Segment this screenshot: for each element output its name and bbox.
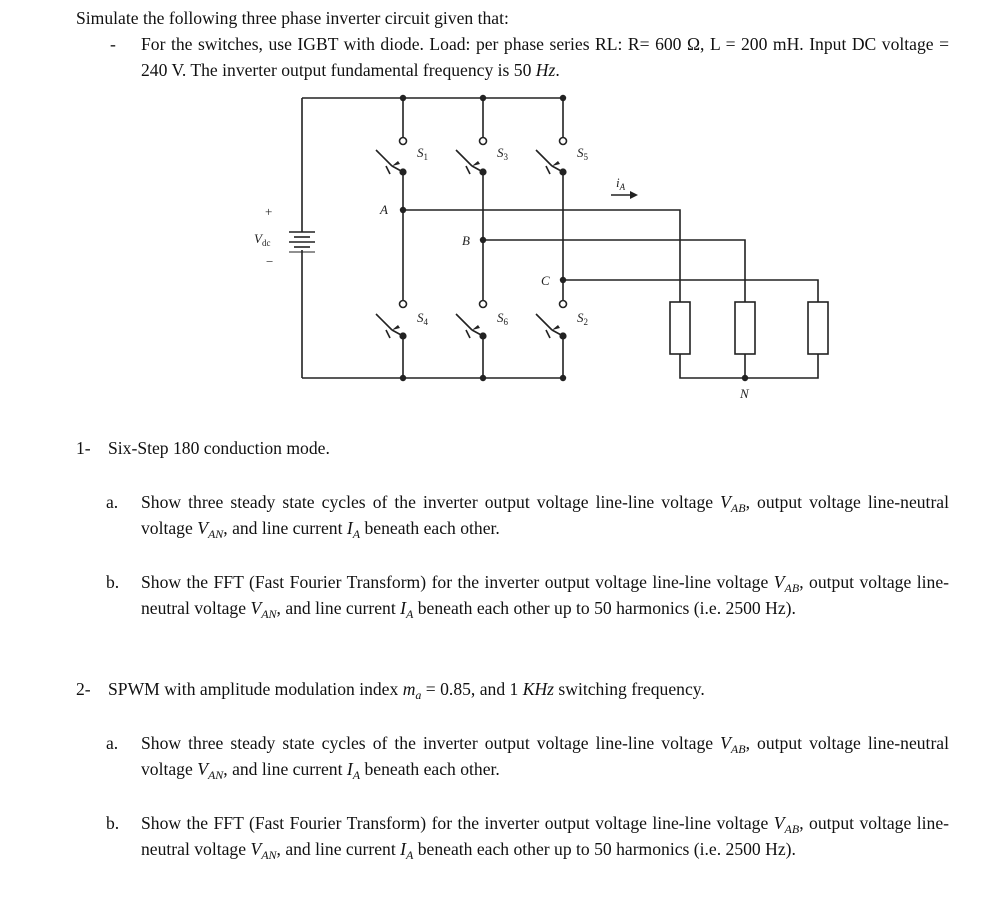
- label-s3: $S_3$: [497, 145, 508, 162]
- q1-title: Six-Step 180 conduction mode.: [108, 438, 330, 458]
- load-b-resistor: [735, 302, 755, 354]
- switch-s2-symbol: [536, 301, 567, 339]
- minus-sign: −: [266, 254, 274, 269]
- phase-a-line: [403, 210, 680, 302]
- hz-unit: Hz: [535, 60, 556, 80]
- label-s2: $S_2$: [577, 310, 588, 327]
- q2-number: 2-: [76, 679, 91, 699]
- label-s6: $S_6$: [497, 310, 508, 327]
- label-s1: $S_1$: [417, 145, 428, 162]
- label-s4: $S_4$: [417, 310, 428, 327]
- node-n-label: N: [740, 386, 749, 401]
- neutral-wire: [680, 354, 818, 378]
- load-c-resistor: [808, 302, 828, 354]
- q2a-letter: a.: [106, 733, 119, 753]
- switch-s5-symbol: [536, 138, 567, 175]
- q1b-text: Show the FFT (Fast Fourier Transform) for the inverter output voltage line-line voltage $V_{AB}$, output voltage line-neutral voltage $V_{AN}$, and line current $I_A$ beneath each other up to 50 harmonics (i.e. 2500 Hz).: [141, 572, 949, 621]
- given-part2: Input DC voltage = 240 V. The inverter output fundamental frequency is 50: [141, 34, 950, 80]
- inverter-circuit-diagram: [0, 0, 1000, 420]
- node-a-label: A: [380, 202, 388, 217]
- current-ia-label: $i_A$: [616, 175, 626, 192]
- q1-number: 1-: [76, 438, 91, 458]
- switch-s6-symbol: [456, 301, 487, 339]
- q1a-text: Show three steady state cycles of the inverter output voltage line-line voltage $V_{AB}$, output voltage line-neutral voltage $V_{AN}$, and line current $I_A$ beneath each other.: [141, 492, 949, 541]
- phase-b-line: [483, 240, 745, 302]
- plus-sign: +: [265, 204, 273, 219]
- intro-text: Simulate the following three phase inverter circuit given that:: [76, 8, 509, 28]
- switch-s4-symbol: [376, 301, 407, 339]
- bullet-dash: -: [110, 34, 116, 54]
- dc-battery-symbol: [289, 232, 315, 252]
- switch-s3-symbol: [456, 138, 487, 175]
- vdc-label: $V_{dc}$: [254, 231, 271, 248]
- label-s5: $S_5$: [577, 145, 588, 162]
- phase-c-line: [563, 280, 818, 302]
- switch-s1-symbol: [376, 138, 407, 175]
- node-b-label: B: [462, 233, 470, 248]
- given-part1: For the switches, use IGBT with diode. Load: per phase series RL: R= 600 Ω, L = 200 mH.: [141, 34, 804, 54]
- q2a-text: Show three steady state cycles of the inverter output voltage line-line voltage $V_{AB}$, output voltage line-neutral voltage $V_{AN}$, and line current $I_A$ beneath each other.: [141, 733, 949, 782]
- q1a-letter: a.: [106, 492, 119, 512]
- q2b-text: Show the FFT (Fast Fourier Transform) for the inverter output voltage line-line voltage $V_{AB}$, output voltage line-neutral voltage $V_{AN}$, and line current $I_A$ beneath each other up to 50 harmonics (i.e. 2500 Hz).: [141, 813, 949, 862]
- q1b-letter: b.: [106, 572, 120, 592]
- q2b-letter: b.: [106, 813, 120, 833]
- given-parameters: For the switches, use IGBT with diode. Load: per phase series RL: R= 600 Ω, L = 200 mH. Input DC voltage = 240 V. The inverter output fundamental frequency is 50 Hz.: [141, 34, 950, 80]
- node-c-label: C: [541, 273, 550, 288]
- load-a-resistor: [670, 302, 690, 354]
- q2-title: SPWM with amplitude modulation index $m_a = 0.85$, and 1 KHz switching frequency.: [108, 679, 705, 702]
